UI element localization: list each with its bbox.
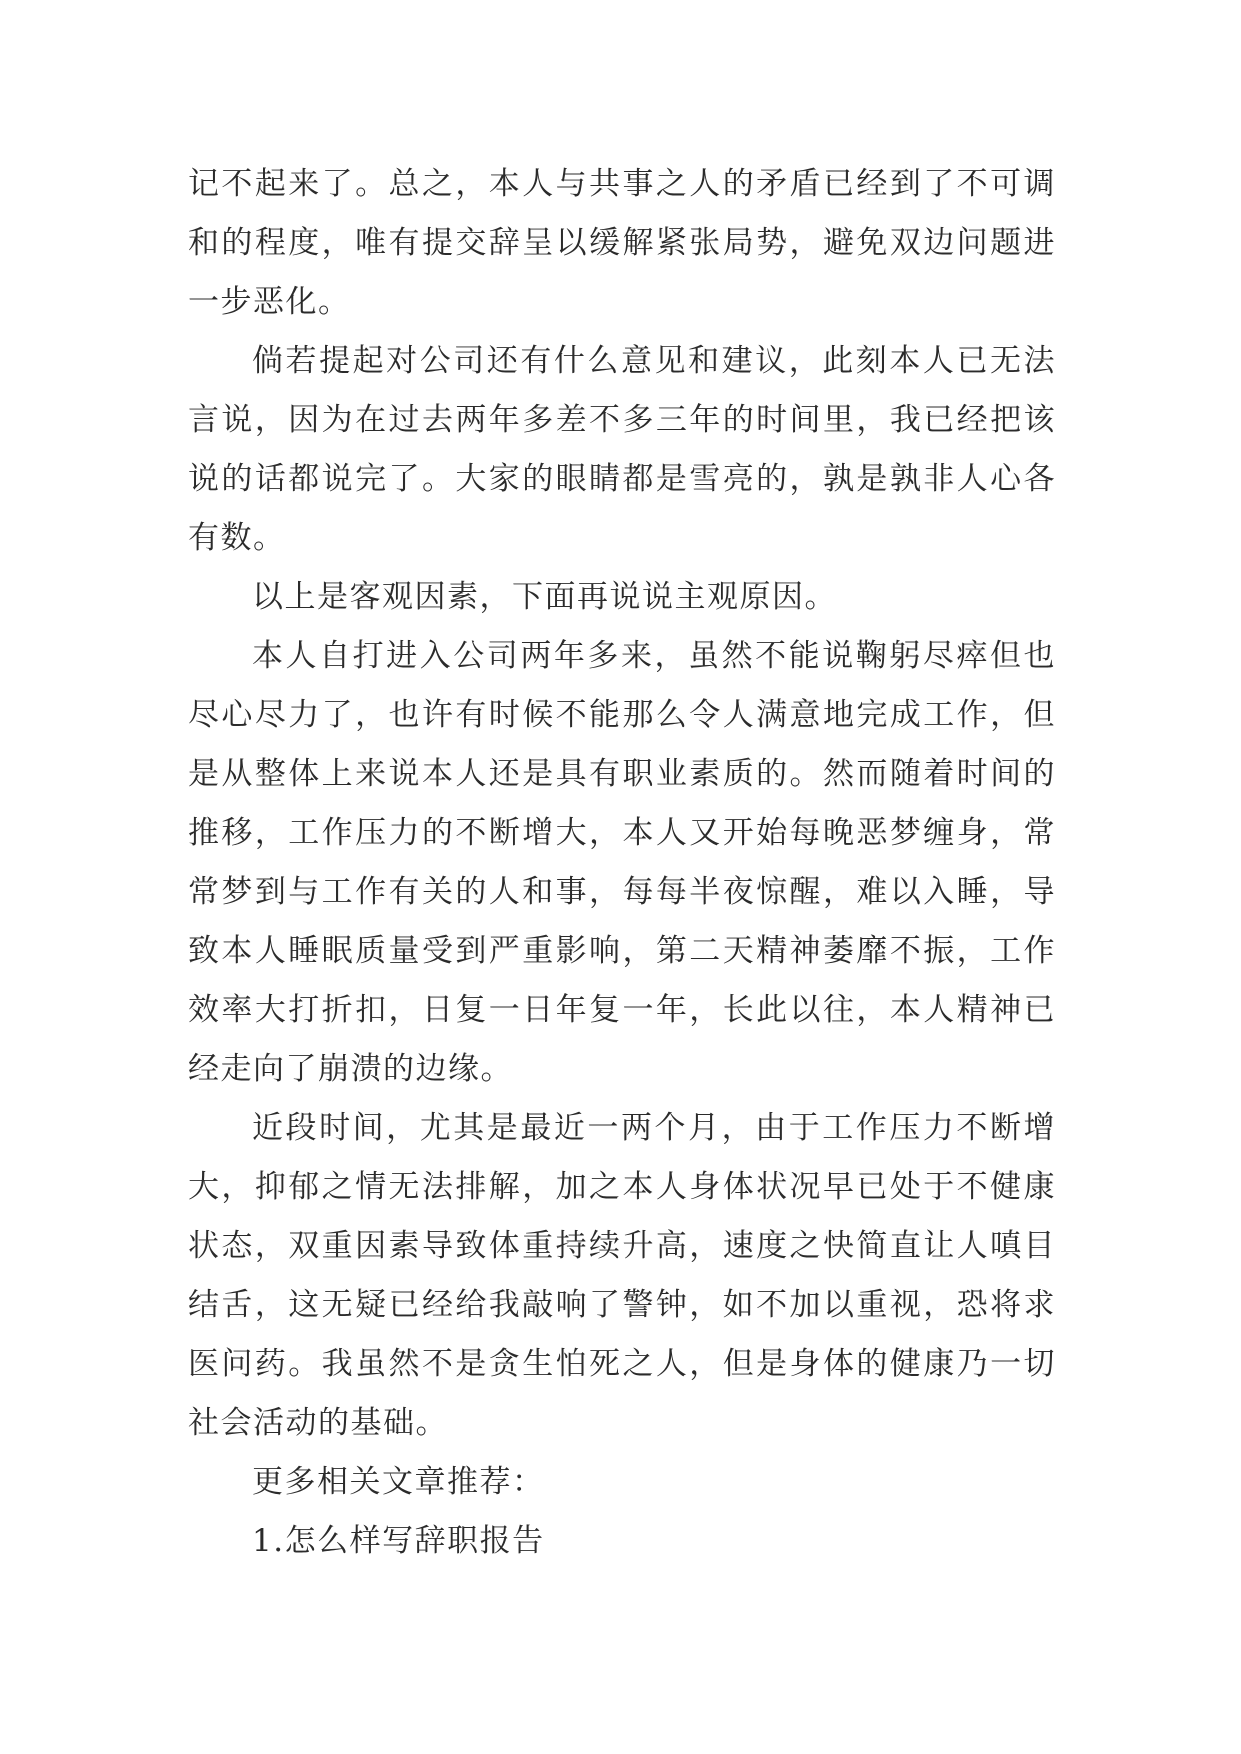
- paragraph-health: 近段时间，尤其是最近一两个月，由于工作压力不断增大，抑郁之情无法排解，加之本人身体状况早已处于不健康状态，双重因素导致体重持续升高，速度之快简直让人嗔目结舌，这无疑已经给我敲响了警钟，如不加以重视，恐将求医问药。我虽然不是贪生怕死之人，但是身体的健康乃一切社会活动的基础。: [188, 1110, 1056, 1441]
- related-article-link[interactable]: 1.怎么样写辞职报告: [252, 1523, 545, 1559]
- document-body: [188, 155, 1056, 1571]
- paragraph-transition: 以上是客观因素，下面再说说主观原因。: [252, 579, 837, 615]
- paragraph-continuation: 记不起来了。总之，本人与共事之人的矛盾已经到了不可调和的程度，唯有提交辞呈以缓解紧张局势，避免双边问题进一步恶化。: [188, 166, 1056, 320]
- paragraph-subjective-reasons: 本人自打进入公司两年多来，虽然不能说鞠躬尽瘁但也尽心尽力了，也许有时候不能那么令人满意地完成工作，但是从整体上来说本人还是具有职业素质的。然而随着时间的推移，工作压力的不断增大，本人又开始每晚恶梦缠身，常常梦到与工作有关的人和事，每每半夜惊醒，难以入睡，导致本人睡眠质量受到严重影响，第二天精神萎靡不振，工作效率大打折扣，日复一日年复一年，长此以往，本人精神已经走向了崩溃的边缘。: [188, 638, 1056, 1087]
- related-articles-heading: 更多相关文章推荐：: [252, 1464, 545, 1500]
- paragraph-opinions: 倘若提起对公司还有什么意见和建议，此刻本人已无法言说，因为在过去两年多差不多三年的时间里，我已经把该说的话都说完了。大家的眼睛都是雪亮的，孰是孰非人心各有数。: [188, 343, 1056, 556]
